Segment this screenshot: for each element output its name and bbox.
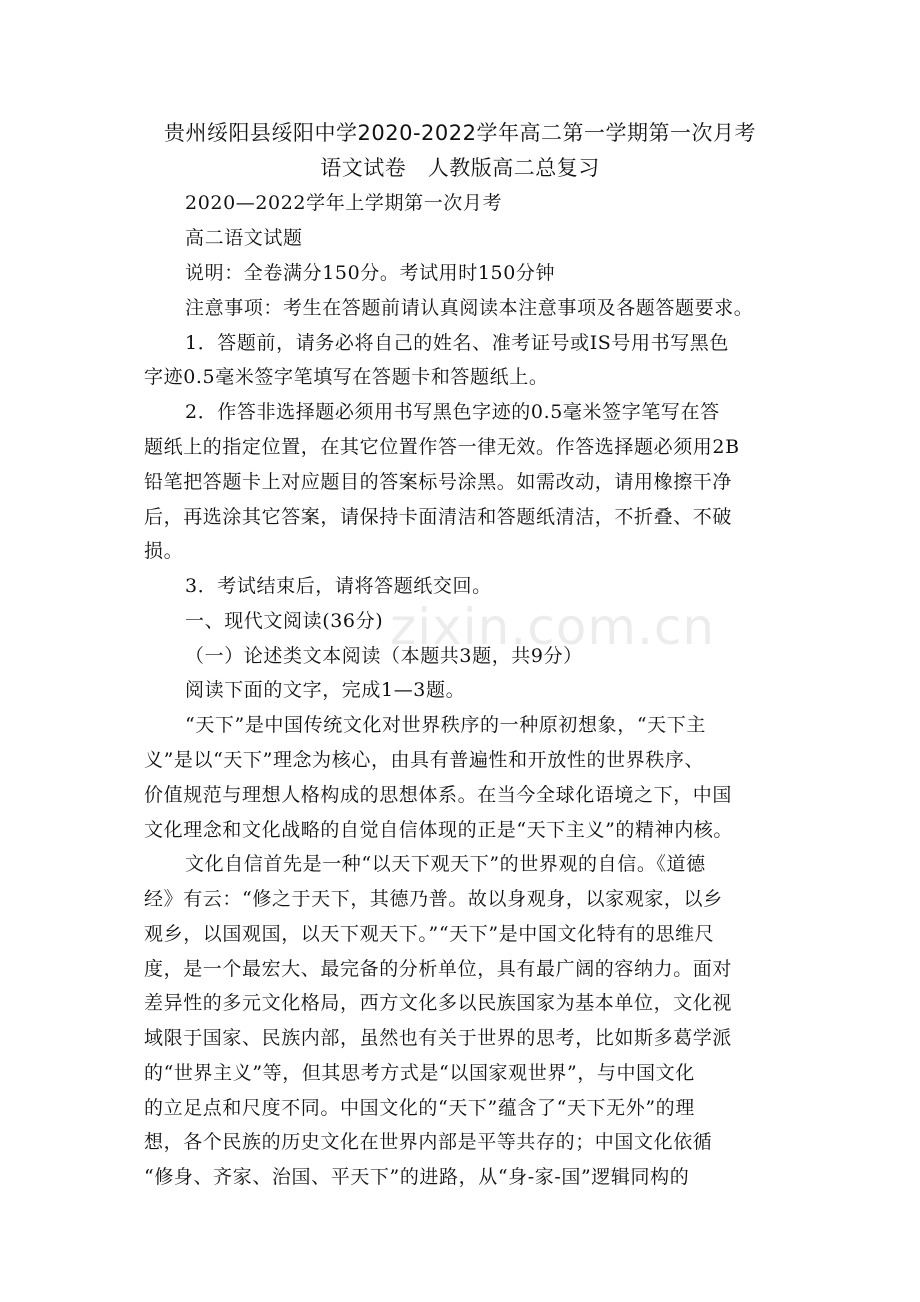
text-line: 3．考试结束后，请将答题纸交回。: [185, 575, 492, 597]
document-title-line-2: 语文试卷 人教版高二总复习: [320, 156, 600, 180]
text-line: 的“世界主义”等，但其思考方式是“以国家观世界”，与中国文化: [144, 1062, 695, 1084]
reading-instruction: 阅读下面的文字，完成1—3题。: [185, 679, 466, 701]
text-line: 字迹0.5毫米签字笔填写在答题卡和答题纸上。: [144, 366, 549, 388]
text-line: 文化自信首先是一种“以天下观天下”的世界观的自信。《道德: [185, 853, 706, 875]
text-line: 题纸上的指定位置，在其它位置作答一律无效。作答选择题必须用2B: [144, 436, 740, 458]
instructions-line: 说明：全卷满分150分。考试用时150分钟: [185, 262, 556, 284]
text-line: 铅笔把答题卡上对应题目的答案标号涂黑。如需改动，请用橡擦干净: [144, 471, 733, 493]
section-heading: 一、现代文阅读(36分): [185, 610, 384, 632]
text-line: 损。: [144, 540, 184, 562]
text-line: “修身、齐家、治国、平天下”的进路，从“身-家-国”逻辑同构的: [144, 1166, 690, 1188]
text-line: 文化理念和文化战略的自觉自信体现的正是“天下主义”的精神内核。: [144, 819, 734, 841]
text-line: 义”是以“天下”理念为核心，由具有普遍性和开放性的世界秩序、: [144, 749, 705, 771]
text-line: 价值规范与理想人格构成的思想体系。在当今全球化语境之下，中国: [144, 784, 733, 806]
notice-line: 注意事项：考生在答题前请认真阅读本注意事项及各题答题要求。: [185, 297, 754, 319]
text-line: “天下”是中国传统文化对世界秩序的一种原初想象，“天下主: [185, 714, 706, 736]
text-line: 1．答题前，请务必将自己的姓名、准考证号或IS号用书写黑色: [185, 332, 730, 354]
subsection-heading: （一）论述类文本阅读（本题共3题，共9分）: [185, 645, 583, 667]
exam-heading-line: 2020—2022学年上学期第一次月考: [185, 192, 503, 214]
exam-subject-line: 高二语文试题: [185, 227, 303, 249]
text-line: 后，再选涂其它答案，请保持卡面清洁和答题纸清洁，不折叠、不破: [144, 506, 733, 528]
watermark-text: zixin.com.cn: [390, 598, 716, 656]
text-line: 观乡，以国观国，以天下观天下。”“天下”是中国文化特有的思维尺: [144, 923, 715, 945]
text-line: 经》有云：“修之于天下，其德乃普。故以身观身，以家观家，以乡: [144, 888, 723, 910]
text-line: 的立足点和尺度不同。中国文化的“天下”蕴含了“天下无外”的理: [144, 1097, 695, 1119]
document-title-line-1: 贵州绥阳县绥阳中学2020-2022学年高二第一学期第一次月考: [164, 121, 756, 145]
text-line: 域限于国家、民族内部，虽然也有关于世界的思考，比如斯多葛学派: [144, 1027, 733, 1049]
text-line: 想，各个民族的历史文化在世界内部是平等共存的；中国文化依循: [144, 1131, 713, 1153]
text-line: 度，是一个最宏大、最完备的分析单位，具有最广阔的容纳力。面对: [144, 958, 733, 980]
text-line: 差异性的多元文化格局，西方文化多以民族国家为基本单位，文化视: [144, 992, 733, 1014]
text-line: 2．作答非选择题必须用书写黑色字迹的0.5毫米签字笔写在答: [185, 401, 720, 423]
